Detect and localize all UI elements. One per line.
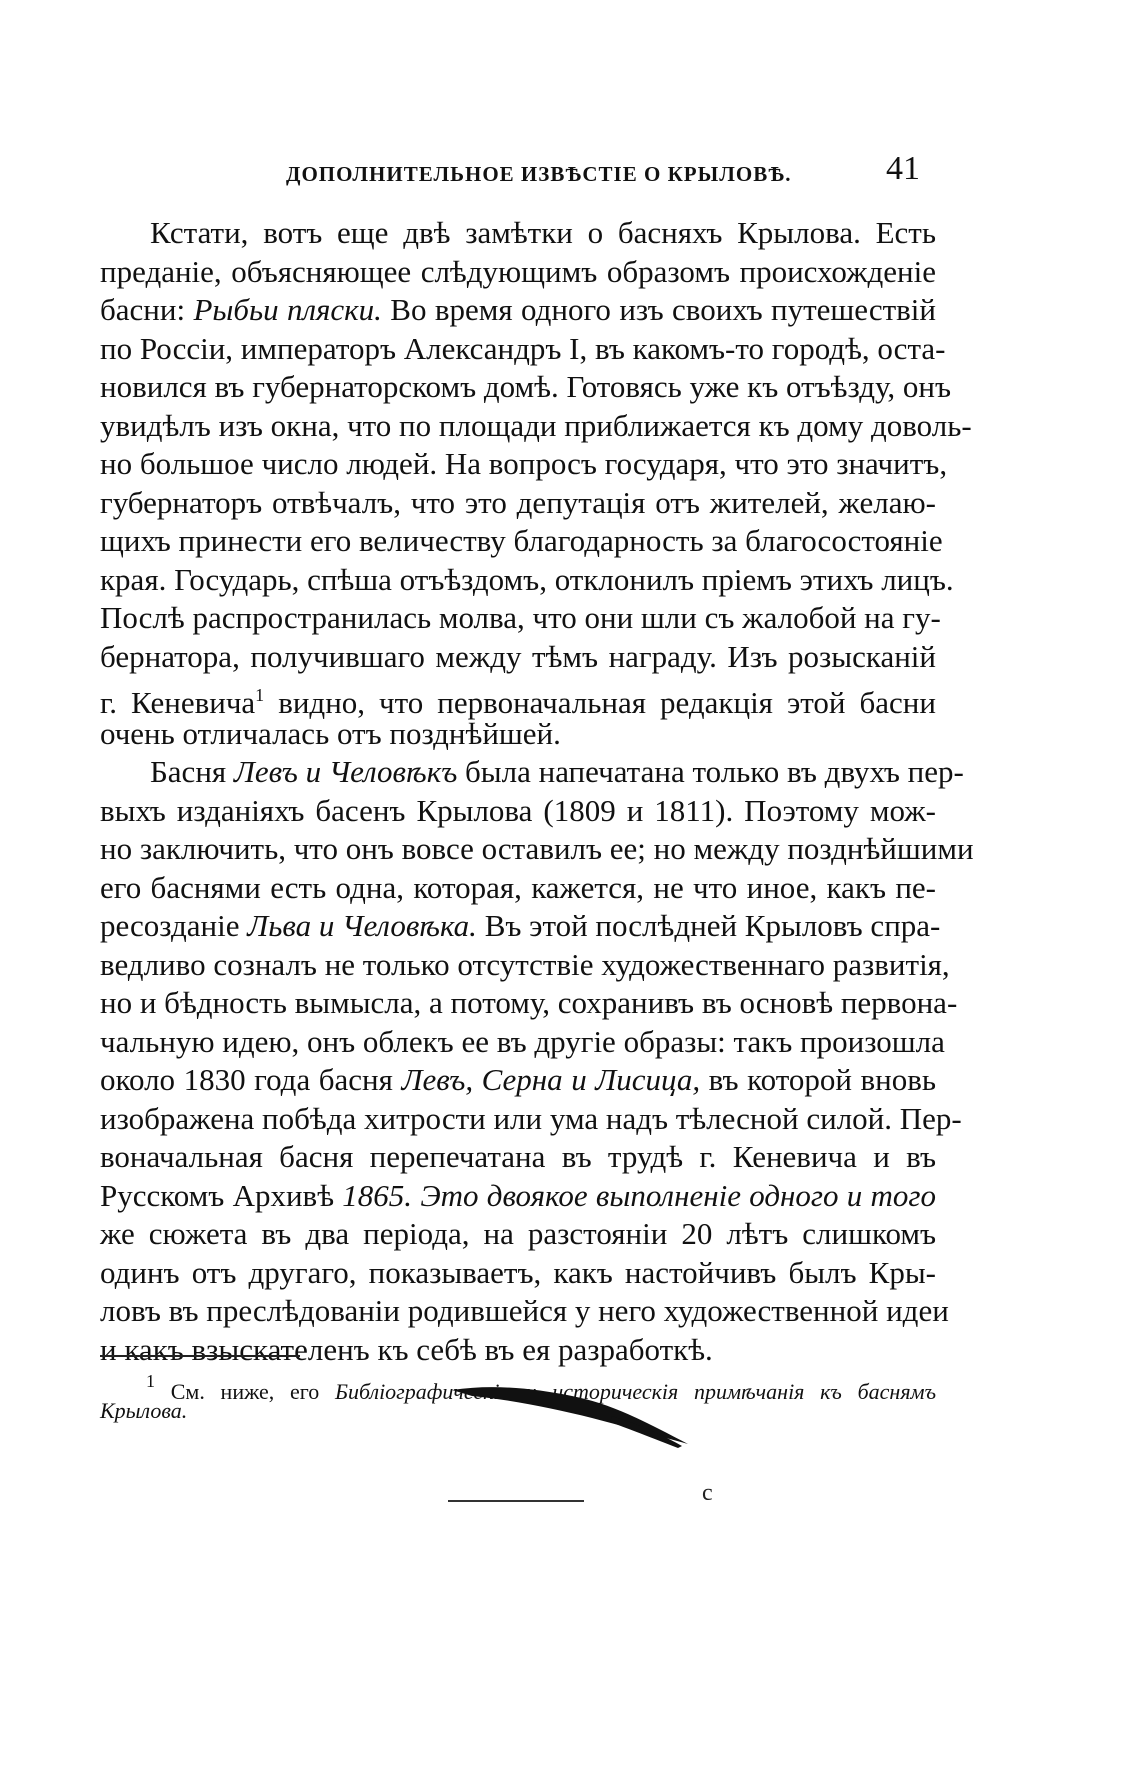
text-line: но большое число людей. На вопросъ государя, что это значитъ, [100, 446, 948, 481]
text-line: изображена побѣда хитрости или ума надъ тѣлесной силой. Пер- [100, 1100, 962, 1136]
text-line: чальную идею, онъ облекъ ее въ другіе образы: такъ произошла [100, 1023, 945, 1059]
text-line: Кстати, вотъ еще двѣ замѣтки о басняхъ Крылова. Есть [150, 215, 936, 250]
text-line: воначальная басня перепечатана въ трудѣ г. Кеневича и въ [100, 1139, 936, 1174]
text-line: одинъ отъ другаго, показываетъ, какъ настойчивъ былъ Кры- [100, 1254, 936, 1290]
text-line: и какъ взыскателенъ къ себѣ въ ея разработкѣ. [100, 1331, 713, 1367]
italic-title: 1865. Это двоякое выполненіе одного и того [334, 1177, 937, 1213]
text-line: щихъ принести его величеству благодарность за благосостояніе [100, 523, 943, 558]
footnote-italic-title-end: Крылова. [100, 1398, 188, 1423]
running-head-title: ДОПОЛНИТЕЛЬНОЕ ИЗВѢСТІЕ О КРЫЛОВѢ. [286, 162, 792, 186]
fable-title: Рыбьи пляски. [193, 292, 382, 327]
text-line: увидѣлъ изъ окна, что по площади приближается къ дому доволь- [100, 407, 972, 443]
text-line: очень отличалась отъ позднѣйшей. [100, 715, 561, 751]
text-line: г. Кеневича$^1$ видно, что первоначальная редакція этой басни [100, 685, 936, 720]
text-line: бернатора, получившаго между тѣмъ награду. Изъ розысканій [100, 638, 936, 674]
text-line: ведливо созналъ не только отсутствіе художественнаго развитія, [100, 946, 950, 982]
italic-title: Левъ, Серна и Лисица, [401, 1062, 701, 1097]
footnote-reference: 1 [255, 685, 265, 705]
text-line: преданіе, объясняющее слѣдующимъ образомъ происхожденіе [100, 253, 936, 289]
page-number: 41 [886, 150, 920, 187]
end-rule [448, 1500, 584, 1502]
main-text [100, 214, 974, 1369]
text-line: Послѣ распространилась молва, что они шли съ жалобой на гу- [100, 600, 941, 635]
text-line: но заключить, что онъ вовсе оставилъ ее; но между позднѣйшими [100, 831, 974, 866]
text-line: его баснями есть одна, которая, кажется, не что иное, какъ пе- [100, 869, 936, 905]
text-line: края. Государь, спѣша отъѣздомъ, отклонилъ пріемъ этихъ лицъ. [100, 561, 954, 597]
footnote-plain-text: См. ниже, его [170, 1379, 320, 1404]
footnote-separator [100, 1355, 300, 1357]
text-line: около 1830 года басня Левъ, Серна и Лисица, въ которой вновь [100, 1062, 936, 1097]
text-line: Басня Левъ и Человѣкъ была напечатана только въ двухъ пер- [150, 754, 964, 789]
footnote-marker: 1 [146, 1371, 155, 1391]
text-line: ловъ въ преслѣдованіи родившейся у него художественной идеи [100, 1293, 949, 1328]
stray-mark-c: c [702, 1480, 713, 1506]
text-line: по Россіи, императоръ Александръ I, въ какомъ-то городѣ, оста- [100, 330, 946, 366]
text-line: Русскомъ Архивѣ 1865. Это двоякое выполненіе одного и того [100, 1177, 937, 1213]
footnote-italic-title: Библіографическія и историческія примѣчанія къ баснямъ [334, 1379, 937, 1404]
text-line: же сюжета въ два періода, на разстояніи 20 лѣтъ слишкомъ [100, 1216, 936, 1251]
text-line: новился въ губернаторскомъ домѣ. Готовясь уже къ отъѣзду, онъ [100, 369, 951, 404]
text-line: выхъ изданіяхъ басенъ Крылова (1809 и 1811). Поэтому мож- [100, 792, 936, 828]
text-line: ресозданіе Льва и Человѣка. Въ этой послѣдней Крыловъ спра- [100, 908, 941, 943]
italic-title: Льва и Человѣка. [247, 908, 477, 943]
running-header [100, 148, 920, 198]
text-line: басни: Рыбьи пляски. Во время одного изъ своихъ путешествій [100, 292, 936, 327]
italic-title: Левъ и Человѣкъ [233, 754, 458, 789]
text-line: губернаторъ отвѣчалъ, что это депутація отъ жителей, желаю- [100, 484, 936, 520]
ink-stroke-mark [452, 1382, 688, 1450]
text-line: но и бѣдность вымысла, а потому, сохранивъ въ основѣ первона- [100, 985, 958, 1020]
